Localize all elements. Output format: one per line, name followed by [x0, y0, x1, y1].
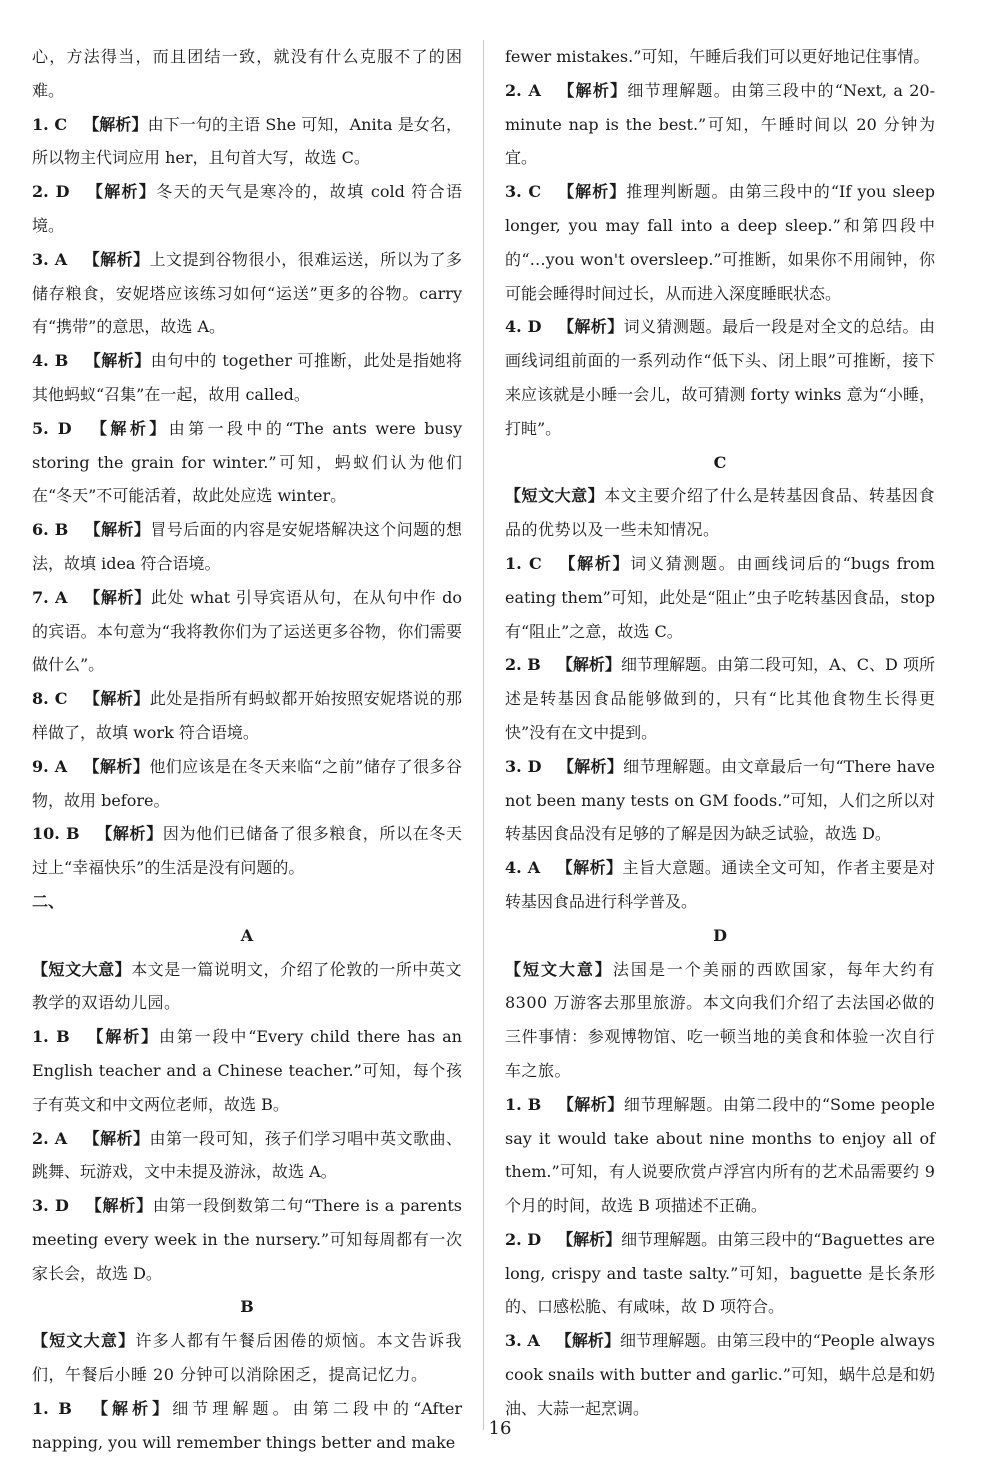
analysis-text: 因为他们已储备了很多粮食，所以在冬天过上“幸福快乐”的生活是没有问题的。: [32, 824, 462, 878]
answer-number: 9. A: [32, 756, 68, 776]
analysis-tag: 【解析】: [85, 1027, 159, 1047]
analysis-tag: 【解析】: [83, 756, 150, 776]
answer-number: 3. A: [505, 1331, 540, 1351]
analysis-tag: 【解析】: [83, 114, 148, 134]
analysis-tag: 【解析】: [555, 1331, 620, 1351]
answer-item: [32, 243, 462, 344]
passage-summary: [32, 1324, 462, 1392]
analysis-text: 由第一段倒数第二句“There is a parents meeting every week in the nursery.”可知每周都有一次家长会，故选 D。: [32, 1196, 462, 1283]
answer-number: 5. D: [32, 418, 72, 438]
answer-item: [32, 1122, 462, 1190]
analysis-text: 主旨大意题。通读全文可知，作者主要是对转基因食品进行科学普及。: [505, 858, 935, 911]
answer-item: [505, 1324, 935, 1425]
answer-item: [505, 74, 935, 175]
answer-number: 3. A: [32, 249, 68, 269]
analysis-tag: 【解析】: [87, 418, 169, 438]
analysis-tag: 【解析】: [84, 351, 151, 371]
answer-item: [32, 344, 462, 412]
answer-item: [505, 750, 935, 851]
answer-number: 2. B: [505, 655, 541, 675]
answer-number: 1. B: [32, 1027, 70, 1047]
answer-number: 3. D: [505, 756, 542, 776]
answer-number: 7. A: [32, 587, 68, 607]
analysis-tag: 【解析】: [557, 182, 627, 202]
right-column: [505, 40, 935, 1426]
summary-text: 许多人都有午餐后困倦的烦恼。本文告诉我们，午餐后小睡 20 分钟可以消除困乏，提高记忆力。: [32, 1331, 462, 1385]
analysis-text: 此处 what 引导宾语从句，在从句中作 do 的宾语。本句意为“我将教你们为了运送更多谷物，你们需要做什么”。: [32, 587, 463, 675]
column-divider: [483, 40, 484, 1430]
summary-text: 本文主要介绍了什么是转基因食品、转基因食品的优势以及一些未知情况。: [505, 486, 935, 540]
analysis-text: 细节理解题。由第二段中的“After napping, you will remember things better and make: [32, 1398, 462, 1452]
analysis-tag: 【解析】: [84, 1196, 153, 1216]
analysis-tag: 【解析】: [83, 689, 150, 709]
analysis-tag: 【解析】: [87, 1398, 173, 1418]
analysis-text: 由下一句的主语 She 可知，Anita 是女名，所以物主代词应用 her，且句首大写，故选 C。: [32, 114, 462, 168]
answer-number: 1. B: [32, 1398, 72, 1418]
answer-item: [32, 513, 462, 581]
analysis-tag: 【解析】: [84, 520, 151, 540]
analysis-tag: 【解析】: [556, 655, 621, 675]
analysis-text: 由句中的 together 可推断，此处是指她将其他蚂蚁“召集”在一起，故用 called。: [32, 351, 462, 404]
analysis-text: 此处是指所有蚂蚁都开始按照安妮塔说的那样做了，故填 work 符合语境。: [32, 689, 462, 742]
analysis-tag: 【解析】: [556, 858, 623, 878]
answer-item: [505, 175, 935, 310]
summary-tag: 【短文大意】: [505, 486, 605, 506]
analysis-tag: 【解析】: [557, 553, 631, 573]
analysis-text: 细节理解题。由第三段中的“Next, a 20-minute nap is the best.”可知，午睡时间以 20 分钟为宜。: [505, 80, 935, 168]
passage-summary: [505, 479, 935, 547]
answer-item: [32, 581, 462, 682]
answer-item: [505, 547, 935, 648]
answer-item: [32, 1189, 462, 1290]
answer-item: [32, 682, 462, 750]
answer-number: 4. A: [505, 858, 541, 878]
passage-summary: [32, 953, 462, 1021]
answer-number: 3. C: [505, 182, 542, 202]
answer-number: 4. D: [505, 317, 542, 337]
passage-summary: [505, 953, 935, 1088]
analysis-tag: 【解析】: [557, 1094, 624, 1114]
answer-item: [32, 750, 462, 818]
analysis-tag: 【解析】: [83, 249, 150, 269]
analysis-text: 细节理解题。由第二段可知，A、C、D 项所述是转基因食品能够做到的，只有“比其他食物生长得更快”没有在文中提到。: [505, 655, 936, 742]
answer-number: 10. B: [32, 824, 80, 844]
analysis-text: 冬天的天气是寒冷的，故填 cold 符合语境。: [32, 182, 462, 235]
answer-number: 6. B: [32, 520, 69, 540]
analysis-text: 细节理解题。由文章最后一句“There have not been many tests on GM foods.”可知，人们之所以对转基因食品没有足够的了解是因为缺乏试验，故选 D。: [505, 756, 935, 844]
continued-text: fewer mistakes.”可知，午睡后我们可以更好地记住事情。: [505, 47, 930, 66]
analysis-tag: 【解析】: [83, 587, 151, 607]
answer-number: 1. C: [505, 553, 542, 573]
analysis-tag: 【解析】: [557, 317, 624, 337]
summary-tag: 【短文大意】: [32, 959, 132, 979]
analysis-text: 他们应该是在冬天来临“之前”储存了很多谷物，故用 before。: [32, 756, 462, 810]
answer-number: 1. C: [32, 114, 68, 134]
answer-item: [505, 851, 935, 919]
analysis-text: 上文提到谷物很小，很难运送，所以为了多储存粮食，安妮塔应该练习如何“运送”更多的谷物。carry 有“携带”的意思，故选 A。: [32, 249, 462, 337]
left-column: [32, 40, 462, 1459]
analysis-tag: 【解析】: [556, 80, 628, 100]
analysis-tag: 【解析】: [95, 824, 163, 844]
answer-number: 4. B: [32, 351, 69, 371]
analysis-text: 词义猜测题。最后一段是对全文的总结。由画线词组前面的一系列动作“低下头、闭上眼”可推断，接下来应该就是小睡一会儿，故可猜测 forty winks 意为“小睡，打盹”。: [505, 317, 935, 438]
answer-item: [505, 1223, 935, 1324]
summary-tag: 【短文大意】: [32, 1331, 136, 1351]
answer-number: 8. C: [32, 689, 68, 709]
answer-number: 2. A: [32, 1128, 68, 1148]
analysis-text: 词义猜测题。由画线词后的“bugs from eating them”可知，此处是“阻止”虫子吃转基因食品，stop 有“阻止”之意，故选 C。: [505, 553, 935, 641]
analysis-text: 由第一段可知，孩子们学习唱中英文歌曲、跳舞、玩游戏，文中未提及游泳，故选 A。: [32, 1128, 462, 1182]
analysis-text: 细节理解题。由第三段中的“Baguettes are long, crispy and taste salty.”可知，baguette 是长条形的、口感松脆、有咸味，故 D 项符合。: [505, 1229, 935, 1317]
answer-item: [32, 412, 462, 513]
answer-item: [32, 175, 462, 243]
summary-text: 法国是一个美丽的西欧国家，每年大约有 8300 万游客去那里旅游。本文向我们介绍了去法国必做的三件事情：参观博物馆、吃一顿当地的美食和体验一次自行车之旅。: [505, 959, 935, 1080]
analysis-text: 由第一段中“Every child there has an English teacher and a Chinese teacher.”可知，每个孩子有英文和中文两位老师，故选 B。: [32, 1027, 462, 1114]
analysis-text: 细节理解题。由第三段中的“People always cook snails with butter and garlic.”可知，蜗牛总是和奶油、大蒜一起烹调。: [505, 1331, 936, 1418]
passage-heading: B: [240, 1297, 254, 1317]
passage-heading: C: [713, 452, 727, 472]
section-heading: 二、: [32, 891, 65, 911]
analysis-tag: 【解析】: [83, 1128, 150, 1148]
summary-text: 本文是一篇说明文，介绍了伦敦的一所中英文教学的双语幼儿园。: [32, 959, 462, 1013]
answer-item: [505, 310, 935, 445]
continued-text: 心，方法得当，而且团结一致，就没有什么克服不了的困难。: [32, 47, 462, 100]
answer-item: [32, 1020, 462, 1121]
analysis-text: 细节理解题。由第二段中的“Some people say it would take about nine months to enjoy all of them.”可知，有人说要欣赏卢浮宫内所有的艺术品需要约 9 个月的时间，故选 B 项描述不正确。: [505, 1094, 935, 1216]
analysis-text: 由第一段中的“The ants were busy storing the grain for winter.”可知，蚂蚁们认为他们在“冬天”不可能活着，故此处应选 winter。: [32, 418, 462, 506]
page-number: 16: [488, 1418, 512, 1439]
answer-number: 2. D: [32, 182, 70, 202]
answer-number: 2. A: [505, 80, 541, 100]
analysis-text: 推理判断题。由第三段中的“If you sleep longer, you may fall into a deep sleep.”和第四段中的“…you won't oversleep.”可推断，如果你不用闹钟，你可能会睡得时间过长，从而进入深度睡眠状态。: [505, 182, 935, 303]
answer-number: 1. B: [505, 1094, 542, 1114]
answer-item: [505, 1088, 935, 1223]
answer-item: [505, 648, 935, 749]
answer-item: [32, 817, 462, 885]
analysis-tag: 【解析】: [85, 182, 157, 202]
analysis-text: 冒号后面的内容是安妮塔解决这个问题的想法，故填 idea 符合语境。: [32, 520, 462, 573]
summary-tag: 【短文大意】: [505, 959, 613, 979]
answer-item: [32, 108, 462, 176]
passage-heading: D: [713, 925, 727, 945]
analysis-tag: 【解析】: [557, 1229, 622, 1249]
answer-number: 2. D: [505, 1229, 542, 1249]
answer-number: 3. D: [32, 1196, 69, 1216]
passage-heading: A: [240, 925, 254, 945]
analysis-tag: 【解析】: [557, 756, 624, 776]
